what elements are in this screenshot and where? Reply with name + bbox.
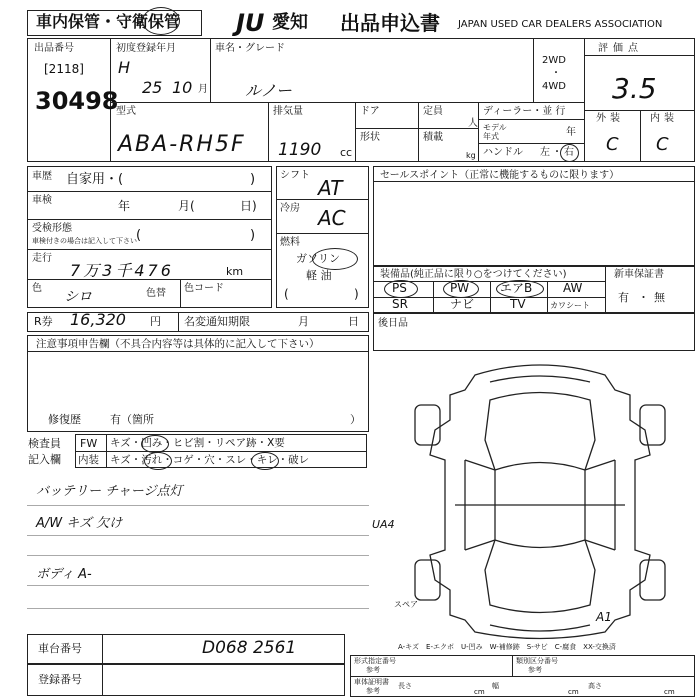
- fw-label: FW: [80, 437, 98, 450]
- exterior-grade: C: [606, 134, 619, 155]
- shape-number-label: 形式指定番号: [354, 657, 396, 665]
- notes-label: 注意事項申告欄（不具合内容等は具体的に記入して下さい）: [36, 338, 320, 350]
- history-close: ): [250, 172, 256, 187]
- shape-label: 形状: [360, 132, 380, 143]
- fuel-gas: ガソリン: [296, 252, 340, 265]
- load-unit: kg: [466, 151, 476, 160]
- deadline-day: 日: [348, 315, 359, 328]
- inspector-label-1: 検査員: [28, 437, 61, 450]
- note-line-3: ボディ A-: [36, 567, 92, 582]
- fuel-label: 燃料: [280, 237, 300, 248]
- equipment-label: 装備品(純正品に限り○をつけてください): [380, 269, 567, 280]
- capacity-label: 定員: [423, 106, 443, 117]
- handle-dot: ・: [552, 147, 562, 158]
- color-label: 色: [32, 283, 42, 294]
- interior-dirt-circle: [144, 452, 172, 470]
- inspection-day: 日): [240, 199, 257, 213]
- category-label: 類別区分番号: [516, 657, 558, 665]
- color-change-label: 色替: [146, 288, 166, 299]
- exterior-label: 外装: [596, 113, 624, 124]
- equip-leather: カワシート: [550, 301, 590, 310]
- association-name: JAPAN USED CAR DEALERS ASSOCIATION: [458, 19, 663, 30]
- receive-open: (: [136, 228, 142, 243]
- lot-code: [2118]: [44, 62, 84, 76]
- interior-grade: C: [656, 134, 669, 155]
- fw-items: キズ・凹み・ヒビ割・リペア跡・X要: [110, 437, 285, 449]
- equip-tv: TV: [510, 297, 526, 311]
- fuel-close: ): [354, 287, 359, 301]
- damage-legend: A-キズ E-エクボ U-凹み W-補修跡 S-サビ C-腐食 XX-交換済: [398, 643, 616, 651]
- equip-ps: PS: [392, 281, 407, 295]
- shape-number-ref: 参考: [366, 666, 380, 674]
- receive-close: ): [250, 228, 256, 243]
- handle-right: 右: [564, 147, 574, 158]
- displacement-value: 1190: [278, 140, 322, 160]
- length-unit: cm: [474, 688, 485, 696]
- diagram-a1: A1: [596, 610, 612, 624]
- registration-month-suffix: 月: [198, 84, 208, 95]
- model-year-unit: 年: [566, 127, 576, 138]
- interior-items: キズ・汚れ・コゲ・穴・スレ・キレ・破レ: [110, 454, 310, 466]
- note-line-1: バッテリー チャージ点灯: [36, 484, 183, 499]
- ju-logo: JU: [236, 9, 265, 37]
- equip-navi: ナビ: [450, 297, 475, 311]
- fuel-open: (: [284, 287, 289, 301]
- diagram-ua4: UA4: [372, 518, 395, 531]
- model-value: ABA-RH5F: [118, 132, 246, 157]
- shift-label: シフト: [280, 170, 310, 181]
- note-line-2: A/W キズ 欠け: [36, 516, 123, 531]
- receive-note: 車検付きの場合は記入して下さい: [32, 237, 137, 245]
- displacement-unit: cc: [340, 146, 353, 159]
- inspector-label-2: 記入欄: [28, 453, 61, 466]
- equip-aw: AW: [563, 281, 583, 295]
- proof-label: 車体証明書: [354, 678, 389, 686]
- registration-era: H: [118, 58, 131, 77]
- proof-ref: 参考: [366, 687, 380, 695]
- deadline-label: 名変通知期限: [184, 315, 250, 328]
- model-label: 型式: [116, 106, 136, 117]
- registration-year: 25: [142, 78, 163, 97]
- handle-right-circle: [560, 144, 579, 162]
- fuel-gas-circle: [312, 248, 358, 270]
- fw-dent-circle: [141, 435, 169, 453]
- after-goods-label: 後日品: [378, 318, 408, 329]
- repair-close: ）: [350, 413, 361, 426]
- equip-pw: PW: [450, 281, 470, 295]
- mileage-label: 走行: [32, 253, 52, 264]
- inspection-label: 車検: [32, 195, 52, 206]
- warranty-no: 無: [654, 291, 665, 304]
- drive-2wd: 2WD: [542, 55, 566, 66]
- sales-point-label: セールスポイント（正常に機能するものに限ります）: [380, 170, 620, 181]
- recycle-label: R券: [34, 315, 53, 328]
- equip-airbag: エアB: [500, 281, 533, 295]
- score-label: 評価点: [598, 43, 643, 54]
- handle-label: ハンドル: [483, 147, 523, 158]
- chassis-value: D068 2561: [202, 638, 297, 658]
- fuel-diesel: 軽 油: [306, 269, 332, 282]
- form-title: 出品申込書: [340, 11, 440, 35]
- inspection-year: 年: [118, 199, 131, 213]
- capacity-unit: 人: [468, 118, 478, 129]
- registration-month: 10: [172, 78, 193, 97]
- plate-label: 登録番号: [38, 673, 82, 686]
- receive-label: 受検形態: [32, 223, 72, 234]
- interior-wear-circle: [251, 452, 279, 470]
- registration-label: 初度登録年月: [116, 43, 176, 54]
- displacement-label: 排気量: [273, 106, 303, 117]
- interior-label: 内装: [650, 113, 678, 124]
- color-code-label: 色コード: [184, 283, 224, 294]
- after-goods-frame: [373, 313, 695, 351]
- recycle-value: 16,320: [70, 310, 126, 329]
- height-label: 高さ: [588, 682, 602, 690]
- width-unit: cm: [568, 688, 579, 696]
- car-name-label: 車名・グレード: [215, 43, 285, 54]
- lot-number: 30498: [35, 87, 119, 115]
- drive-dot: ・: [551, 68, 561, 79]
- equip-pw-circle: [443, 280, 479, 298]
- brand-name: 愛知: [272, 12, 308, 33]
- width-label: 幅: [492, 682, 499, 690]
- spare-label: スペア: [394, 600, 418, 609]
- category-ref: 参考: [528, 666, 542, 674]
- lot-label: 出品番号: [34, 43, 74, 54]
- cooling-label: 冷房: [280, 203, 300, 214]
- history-value: 自家用・(: [66, 172, 124, 187]
- drive-4wd: 4WD: [542, 81, 566, 92]
- chassis-label: 車台番号: [38, 642, 82, 655]
- cooling-value: AC: [318, 206, 346, 230]
- repair-label: 修復歴: [48, 413, 81, 426]
- mileage-unit: km: [226, 265, 244, 278]
- storage-label: 車内保管・守衛保管: [36, 12, 181, 31]
- deadline-month: 月: [298, 315, 309, 328]
- score-value: 3.5: [612, 72, 657, 105]
- door-label: ドア: [360, 106, 380, 117]
- shift-value: AT: [318, 176, 343, 200]
- color-value: シロ: [64, 289, 92, 305]
- length-label: 長さ: [398, 682, 412, 690]
- equip-airbag-circle: [496, 280, 544, 298]
- car-name: ルノー: [245, 81, 292, 100]
- equip-ps-circle: [384, 280, 418, 298]
- warranty-label: 新車保証書: [614, 269, 664, 280]
- inspection-month: 月(: [178, 199, 195, 213]
- load-label: 積載: [423, 132, 443, 143]
- storage-circle: [142, 7, 180, 35]
- car-diagram: [395, 360, 685, 640]
- model-year-label: モデル 年式: [483, 123, 507, 141]
- interior-items-label: 内装: [78, 454, 99, 466]
- repair-value: 有（箇所: [110, 413, 154, 426]
- recycle-unit: 円: [150, 315, 161, 328]
- warranty-yes: 有: [618, 291, 629, 304]
- history-label: 車歴: [32, 171, 52, 182]
- import-label: ディーラー・並 行: [483, 106, 566, 117]
- handle-left: 左: [540, 147, 550, 158]
- warranty-dot: ・: [638, 291, 649, 304]
- equip-sr: SR: [392, 297, 408, 311]
- height-unit: cm: [664, 688, 675, 696]
- mileage-value: 7万3千476: [70, 261, 174, 280]
